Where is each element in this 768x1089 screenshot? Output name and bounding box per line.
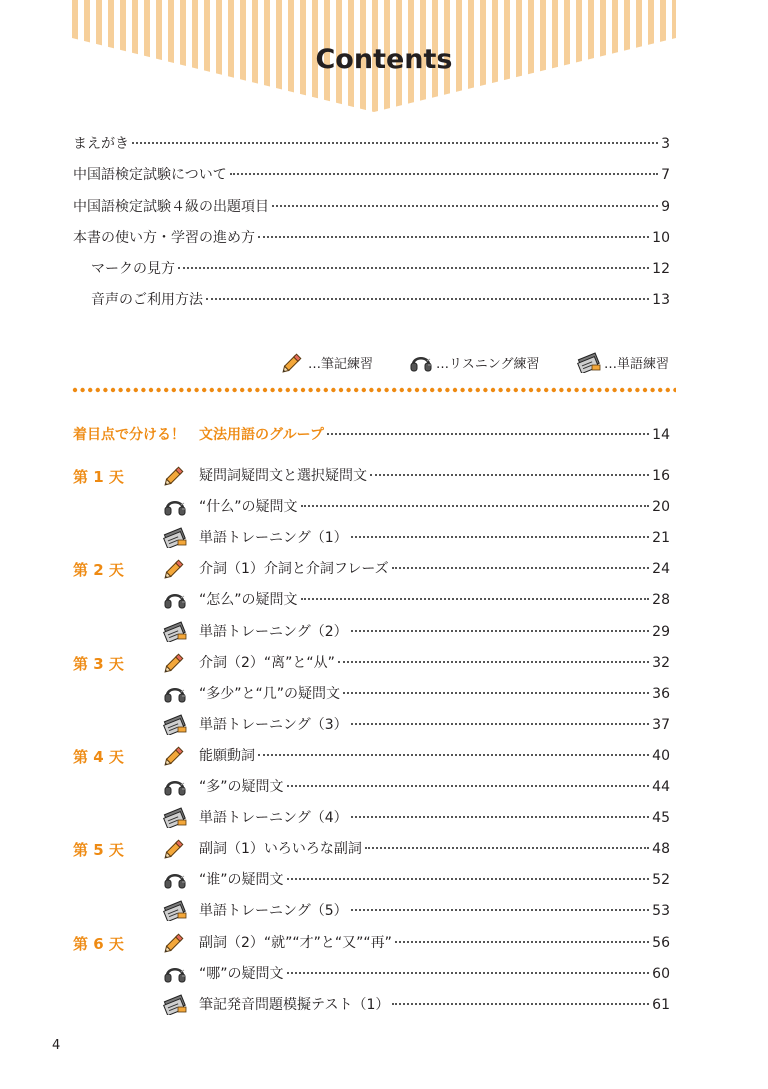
toc-entry-page: 32 <box>652 654 670 671</box>
toc-entry-page: 7 <box>661 167 670 183</box>
toc-entry-label: 疑問詞疑問文と選択疑問文 <box>199 468 367 484</box>
toc-entry[interactable] <box>199 527 670 549</box>
day-label: 第 6 天 <box>73 934 124 953</box>
toc-entry[interactable] <box>199 589 670 611</box>
toc-entry-grammar-groups[interactable] <box>73 424 670 446</box>
legend-listening <box>408 350 539 374</box>
headphones-icon <box>162 962 188 984</box>
toc-entry-page: 10 <box>652 230 670 246</box>
toc-entry-audio[interactable] <box>91 289 670 311</box>
legend-listening-label: …リスニング練習 <box>436 356 540 372</box>
day-label: 第 4 天 <box>73 747 124 766</box>
toc-entry[interactable] <box>199 900 670 922</box>
toc-entry-exam-items[interactable] <box>73 196 670 218</box>
headphones-icon <box>408 351 434 373</box>
toc-entry-page: 36 <box>652 685 670 702</box>
toc-entry-page: 45 <box>652 810 670 827</box>
word-cards-icon <box>162 526 188 548</box>
toc-entry-label: 本書の使い方・学習の進め方 <box>73 230 255 246</box>
toc-entry-label: 中国語検定試験について <box>73 167 227 183</box>
page-number: 4 <box>52 1038 61 1053</box>
day-label: 第 1 天 <box>73 468 124 486</box>
toc-entry-label: “什么”の疑問文 <box>199 499 298 516</box>
toc-entry-label: “谁”の疑問文 <box>199 872 284 889</box>
toc-entry-label: 介詞（1）介詞と介詞フレーズ <box>199 561 389 578</box>
toc-entry-label: 副詞（1）いろいろな副詞 <box>199 841 362 858</box>
toc-entry[interactable] <box>199 776 670 798</box>
word-cards-icon <box>162 806 188 828</box>
toc-entry-page: 29 <box>652 623 670 640</box>
toc-entry[interactable] <box>199 465 670 487</box>
toc-entry[interactable] <box>199 683 670 705</box>
toc-entry-page: 28 <box>652 592 670 609</box>
toc-entry-page: 3 <box>661 136 670 152</box>
toc-entry[interactable] <box>199 745 670 767</box>
toc-entry-label: 中国語検定試験４級の出題項目 <box>73 199 269 215</box>
toc-entry[interactable] <box>199 714 670 736</box>
day-label: 第 2 天 <box>73 561 124 580</box>
legend-vocab <box>576 350 669 374</box>
pencil-icon <box>162 557 188 579</box>
day-label: 第 3 天 <box>73 654 124 673</box>
page-title: Contents <box>315 44 453 75</box>
headphones-icon <box>162 588 188 610</box>
word-cards-icon <box>162 993 188 1015</box>
toc-entry-page: 21 <box>652 530 670 547</box>
toc-entry-label: “多少”と“几”の疑問文 <box>199 685 341 702</box>
toc-entry-page: 14 <box>652 427 670 443</box>
toc-entry-page: 24 <box>652 561 670 578</box>
legend-writing <box>280 350 373 374</box>
toc-entry[interactable] <box>199 932 670 954</box>
pencil-icon <box>162 651 188 673</box>
toc-entry-maegaki[interactable] <box>73 133 670 155</box>
toc-entry-label: 単語トレーニング（2） <box>199 623 348 640</box>
toc-entry-page: 56 <box>652 934 670 951</box>
toc-entry[interactable] <box>199 807 670 829</box>
toc-entry-page: 44 <box>652 779 670 795</box>
pencil-icon <box>162 837 188 859</box>
day-label: 第 5 天 <box>73 841 124 860</box>
toc-entry-label: “怎么”の疑問文 <box>199 592 298 609</box>
toc-entry-page: 40 <box>652 747 670 764</box>
toc-entry-page: 61 <box>652 996 670 1013</box>
pencil-icon <box>162 744 188 766</box>
toc-entry-label: 能願動詞 <box>199 747 255 764</box>
toc-entry-label: 単語トレーニング（4） <box>199 810 348 827</box>
headphones-icon <box>162 868 188 890</box>
toc-entry-label: 副詞（2）“就”“才”と“又”“再” <box>199 934 392 951</box>
headphones-icon <box>162 775 188 797</box>
toc-entry-label: 筆記発音問題模擬テスト（1） <box>199 996 390 1013</box>
pencil-icon <box>162 464 188 486</box>
toc-entry[interactable] <box>199 652 670 674</box>
toc-entry-page: 53 <box>652 903 670 920</box>
toc-entry-label: まえがき <box>73 136 129 152</box>
toc-entry-page: 37 <box>652 716 670 733</box>
toc-entry[interactable] <box>199 869 670 891</box>
toc-entry[interactable] <box>199 621 670 643</box>
toc-entry-page: 12 <box>652 261 670 277</box>
legend-writing-label: …筆記練習 <box>308 356 374 372</box>
toc-entry-page: 20 <box>652 499 670 516</box>
word-cards-icon <box>162 620 188 642</box>
toc-entry-page: 52 <box>652 872 670 889</box>
toc-entry-label: 着目点で分ける！ 文法用語のグループ <box>73 427 324 443</box>
toc-entry[interactable] <box>199 496 670 518</box>
toc-entry-page: 16 <box>652 468 670 484</box>
toc-entry[interactable] <box>199 994 670 1016</box>
toc-entry-label: “多”の疑問文 <box>199 779 284 795</box>
pencil-icon <box>162 931 188 953</box>
toc-entry-label: “哪”の疑問文 <box>199 965 284 982</box>
legend-vocab-label: …単語練習 <box>604 356 670 372</box>
toc-entry-page: 9 <box>661 199 670 215</box>
headphones-icon <box>162 495 188 517</box>
toc-entry-exam-about[interactable] <box>73 164 670 186</box>
toc-entry-label: 単語トレーニング（5） <box>199 903 348 920</box>
toc-entry-how-to-use[interactable] <box>73 227 670 249</box>
toc-entry-label: マークの見方 <box>91 261 175 277</box>
toc-entry-label: 音声のご利用方法 <box>91 292 203 308</box>
toc-entry-page: 60 <box>652 965 670 982</box>
toc-entry[interactable] <box>199 963 670 985</box>
toc-entry-page: 48 <box>652 841 670 858</box>
word-cards-icon <box>162 713 188 735</box>
headphones-icon <box>162 682 188 704</box>
toc-entry-label: 単語トレーニング（3） <box>199 716 348 733</box>
toc-entry-label: 単語トレーニング（1） <box>199 530 348 547</box>
toc-entry-label: 介詞（2）“离”と“从” <box>199 654 335 671</box>
toc-entry-page: 13 <box>652 292 670 308</box>
word-cards-icon <box>576 351 602 373</box>
pencil-icon <box>280 351 306 373</box>
toc-entry-marks[interactable] <box>91 258 670 280</box>
toc-entry[interactable] <box>199 558 670 580</box>
word-cards-icon <box>162 899 188 921</box>
toc-entry[interactable] <box>199 838 670 860</box>
dotted-divider <box>72 387 676 393</box>
